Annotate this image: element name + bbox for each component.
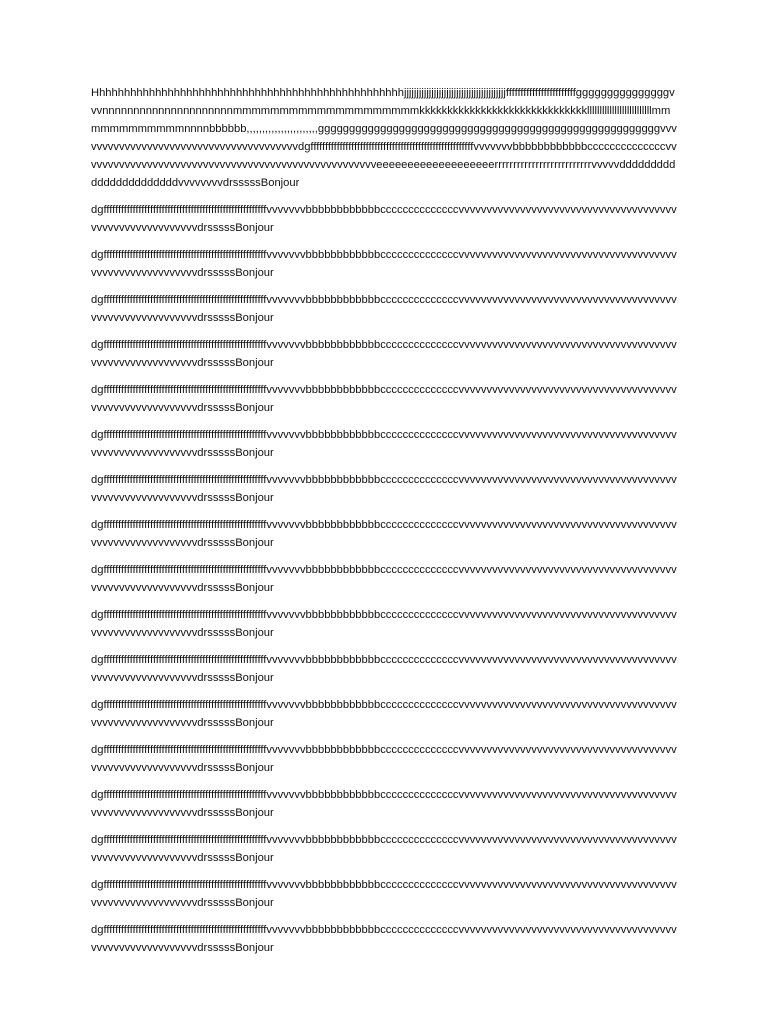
paragraph: dgffffffffffffffffffffffffffffffffffffffffffffffffffffffffvvvvvvvbbbbbbbbbbbbccccccccccccccvvvvvvvvvvvvvvvvvvvvvvvvvvvvvvvvvvvvvvvvvvvvvvvvvvvvvvvvvvdrsssssBonjour [91,564,677,594]
paragraph: dgffffffffffffffffffffffffffffffffffffffffffffffffffffffffvvvvvvvbbbbbbbbbbbbccccccccccccccvvvvvvvvvvvvvvvvvvvvvvvvvvvvvvvvvvvvvvvvvvvvvvvvvvvvvvvvvvdrsssssBonjour [91,204,677,234]
paragraph: dgffffffffffffffffffffffffffffffffffffffffffffffffffffffffvvvvvvvbbbbbbbbbbbbccccccccccccccvvvvvvvvvvvvvvvvvvvvvvvvvvvvvvvvvvvvvvvvvvvvvvvvvvvvvvvvvvdrsssssBonjour [91,249,677,279]
paragraph: dgffffffffffffffffffffffffffffffffffffffffffffffffffffffffvvvvvvvbbbbbbbbbbbbccccccccccccccvvvvvvvvvvvvvvvvvvvvvvvvvvvvvvvvvvvvvvvvvvvvvvvvvvvvvvvvvvdrsssssBonjour [91,879,677,909]
paragraph: dgffffffffffffffffffffffffffffffffffffffffffffffffffffffffvvvvvvvbbbbbbbbbbbbccccccccccccccvvvvvvvvvvvvvvvvvvvvvvvvvvvvvvvvvvvvvvvvvvvvvvvvvvvvvvvvvvdrsssssBonjour [91,744,677,774]
paragraph: dgffffffffffffffffffffffffffffffffffffffffffffffffffffffffvvvvvvvbbbbbbbbbbbbccccccccccccccvvvvvvvvvvvvvvvvvvvvvvvvvvvvvvvvvvvvvvvvvvvvvvvvvvvvvvvvvvdrsssssBonjour [91,789,677,819]
paragraph: dgffffffffffffffffffffffffffffffffffffffffffffffffffffffffvvvvvvvbbbbbbbbbbbbccccccccccccccvvvvvvvvvvvvvvvvvvvvvvvvvvvvvvvvvvvvvvvvvvvvvvvvvvvvvvvvvvdrsssssBonjour [91,519,677,549]
paragraph: dgffffffffffffffffffffffffffffffffffffffffffffffffffffffffvvvvvvvbbbbbbbbbbbbccccccccccccccvvvvvvvvvvvvvvvvvvvvvvvvvvvvvvvvvvvvvvvvvvvvvvvvvvvvvvvvvvdrsssssBonjour [91,474,677,504]
paragraph: dgffffffffffffffffffffffffffffffffffffffffffffffffffffffffvvvvvvvbbbbbbbbbbbbccccccccccccccvvvvvvvvvvvvvvvvvvvvvvvvvvvvvvvvvvvvvvvvvvvvvvvvvvvvvvvvvvdrsssssBonjour [91,384,677,414]
paragraph: dgffffffffffffffffffffffffffffffffffffffffffffffffffffffffvvvvvvvbbbbbbbbbbbbccccccccccccccvvvvvvvvvvvvvvvvvvvvvvvvvvvvvvvvvvvvvvvvvvvvvvvvvvvvvvvvvvdrsssssBonjour [91,339,677,369]
paragraph: dgffffffffffffffffffffffffffffffffffffffffffffffffffffffffvvvvvvvbbbbbbbbbbbbccccccccccccccvvvvvvvvvvvvvvvvvvvvvvvvvvvvvvvvvvvvvvvvvvvvvvvvvvvvvvvvvvdrsssssBonjour [91,609,677,639]
paragraph: dgffffffffffffffffffffffffffffffffffffffffffffffffffffffffvvvvvvvbbbbbbbbbbbbccccccccccccccvvvvvvvvvvvvvvvvvvvvvvvvvvvvvvvvvvvvvvvvvvvvvvvvvvvvvvvvvvdrsssssBonjour [91,654,677,684]
paragraph: dgffffffffffffffffffffffffffffffffffffffffffffffffffffffffvvvvvvvbbbbbbbbbbbbccccccccccccccvvvvvvvvvvvvvvvvvvvvvvvvvvvvvvvvvvvvvvvvvvvvvvvvvvvvvvvvvvdrsssssBonjour [91,294,677,324]
paragraph: dgffffffffffffffffffffffffffffffffffffffffffffffffffffffffvvvvvvvbbbbbbbbbbbbccccccccccccccvvvvvvvvvvvvvvvvvvvvvvvvvvvvvvvvvvvvvvvvvvvvvvvvvvvvvvvvvvdrsssssBonjour [91,924,677,954]
paragraph: dgffffffffffffffffffffffffffffffffffffffffffffffffffffffffvvvvvvvbbbbbbbbbbbbccccccccccccccvvvvvvvvvvvvvvvvvvvvvvvvvvvvvvvvvvvvvvvvvvvvvvvvvvvvvvvvvvdrsssssBonjour [91,834,677,864]
document-body [91,84,677,966]
paragraph: dgffffffffffffffffffffffffffffffffffffffffffffffffffffffffvvvvvvvbbbbbbbbbbbbccccccccccccccvvvvvvvvvvvvvvvvvvvvvvvvvvvvvvvvvvvvvvvvvvvvvvvvvvvvvvvvvvdrsssssBonjour [91,699,677,729]
paragraph-first: Hhhhhhhhhhhhhhhhhhhhhhhhhhhhhhhhhhhhhhhhhhhhhhhhhhjjjjjjjjjjjjjjjjjjjjjjjjjjjjjjjjjjjjjjjjjffffffffffffffffffffffffgggggggggggggggvvvnnnnnnnnnnnnnnnnnnnnnmmmmmmmmmmmmmmmmmmmmkkkkkkkkkkkkkkkkkkkkkkkkkkkkkkllllllllllllllllllllllllllmmmmmmmmmmmmnnnnbbbbbb,,,,,,,,,,,,,,,,,,,,,,,gggggggggggggggggggggggggggggggggggggggggggggggggggggggvvvvvvvvvvvvvvvvvvvvvvvvvvvvvvvvvvvvvvvvdgffffffffffffffffffffffffffffffffffffffffffffffffffffffffvvvvvvvbbbbbbbbbbbbccccccccccccccvvvvvvvvvvvvvvvvvvvvvvvvvvvvvvvvvvvvvvvvvvvvvvvvvvvvveeeeeeeeeeeeeeeeeeerrrrrrrrrrrrrrrrrrrrrrrrrrvvvvvdddddddddddddddddddddddvvvvvvvvdrsssssBonjour [91,87,677,189]
paragraph: dgffffffffffffffffffffffffffffffffffffffffffffffffffffffffvvvvvvvbbbbbbbbbbbbccccccccccccccvvvvvvvvvvvvvvvvvvvvvvvvvvvvvvvvvvvvvvvvvvvvvvvvvvvvvvvvvvdrsssssBonjour [91,429,677,459]
